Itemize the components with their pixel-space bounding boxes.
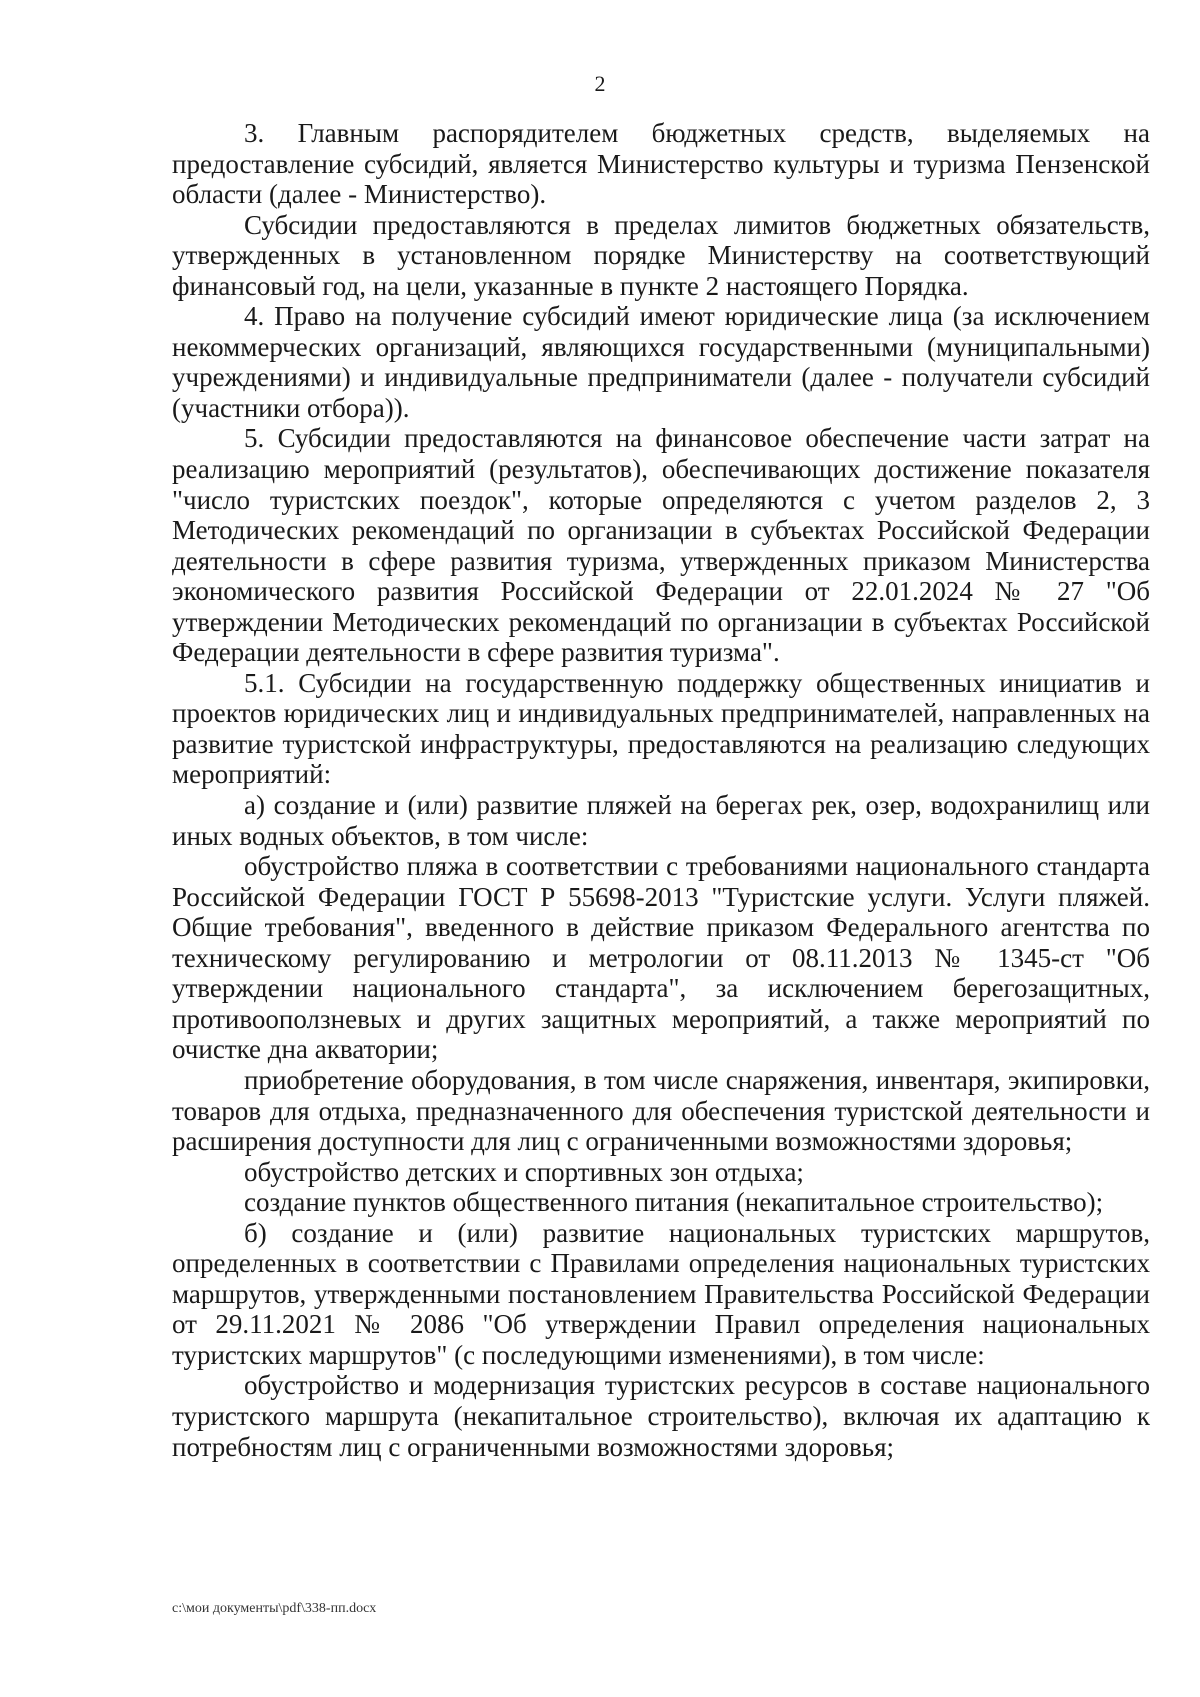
page-number: 2 bbox=[594, 71, 606, 96]
paragraph-catering-points: создание пунктов общественного питания (некапитальное строительство); bbox=[244, 1187, 1104, 1218]
paragraph-item-5-1-support: 5.1. Субсидии на государственную поддержку общественных инициатив и проектов юридических лиц и индивидуальных предпринимателей, направленных на развитие туристской инфраструктуры, предоставляются на реализацию следующих мероприятий: bbox=[172, 667, 1150, 790]
paragraph-subsidy-limits: Субсидии предоставляются в пределах лимитов бюджетных обязательств, утвержденных в установленном порядке Министерству на соответствующий финансовый год, на цели, указанные в пункте 2 настоящего Порядка. bbox=[172, 209, 1150, 301]
paragraph-subitem-a-beaches: а) создание и (или) развитие пляжей на берегах рек, озер, водохранилищ или иных водных объектов, в том числе: bbox=[172, 790, 1150, 851]
paragraph-beach-arrangement: обустройство пляжа в соответствии с требованиями национального стандарта Российской Федерации ГОСТ Р 55698-2013 "Туристские услуги. Услуги пляжей. Общие требования", введенного в действие приказом Федерального агентства по техническому регулированию и метрологии от 08.11.2013 № 1345-ст "Об утверждении национального стандарта", за исключением берегозащитных, противооползневых и других защитных мероприятий, а также мероприятий по очистке дна акватории; bbox=[172, 851, 1150, 1065]
paragraph-item-3-main-manager: 3. Главным распорядителем бюджетных средств, выделяемых на предоставление субсидий, является Министерство культуры и туризма Пензенской области (далее - Министерство). bbox=[172, 118, 1150, 210]
paragraph-route-resources: обустройство и модернизация туристских ресурсов в составе национального туристского маршрута (некапитальное строительство), включая их адаптацию к потребностям лиц с ограниченными возможностями здоровья; bbox=[172, 1370, 1150, 1462]
paragraph-equipment-purchase: приобретение оборудования, в том числе снаряжения, инвентаря, экипировки, товаров для отдыха, предназначенного для обеспечения туристской деятельности и расширения доступности для лиц с ограниченными возможностями здоровья; bbox=[172, 1064, 1150, 1157]
paragraph-subitem-b-routes: б) создание и (или) развитие национальных туристских маршрутов, определенных в соответствии с Правилами определения национальных туристских маршрутов, утвержденными постановлением Правительства Российской Федерации от 29.11.2021 № 2086 "Об утверждении Правил определения национальных туристских маршрутов" (с последующими изменениями), в том числе: bbox=[172, 1217, 1150, 1370]
document-body bbox=[172, 118, 1150, 1462]
paragraph-item-5-purpose: 5. Субсидии предоставляются на финансовое обеспечение части затрат на реализацию мероприятий (результатов), обеспечивающих достижение показателя "число туристских поездок", которые определяются с учетом разделов 2, 3 Методических рекомендаций по организации в субъектах Российской Федерации деятельности в сфере развития туризма, утвержденных приказом Министерства экономического развития Российской Федерации от 22.01.2024 № 27 "Об утверждении Методических рекомендаций по организации в субъектах Российской Федерации деятельности в сфере развития туризма". bbox=[172, 423, 1150, 668]
paragraph-recreation-zones: обустройство детских и спортивных зон отдыха; bbox=[244, 1156, 804, 1187]
paragraph-item-4-recipients: 4. Право на получение субсидий имеют юридические лица (за исключением некоммерческих организаций, являющихся государственными (муниципальными) учреждениями) и индивидуальные предприниматели (далее - получатели субсидий (участники отбора)). bbox=[172, 301, 1150, 423]
file-path-footer: c:\мои документы\pdf\338-пп.docx bbox=[172, 1601, 377, 1616]
